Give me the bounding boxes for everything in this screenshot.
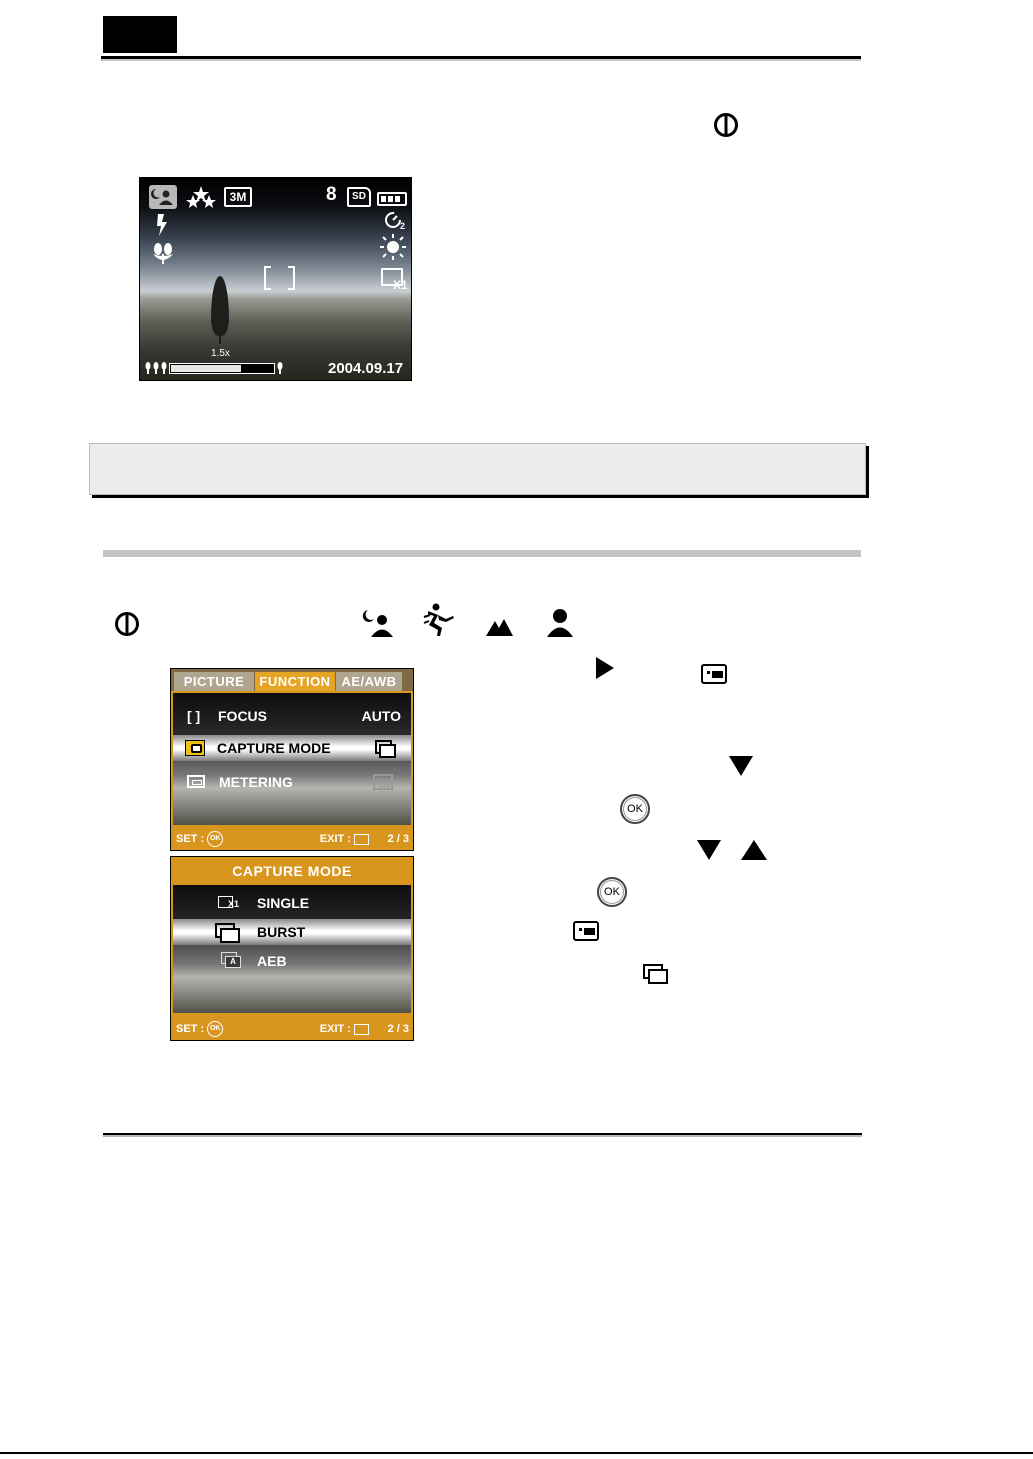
page-indicator: 2 / 3 [387,833,409,845]
tab-function[interactable]: FUNCTION [255,672,335,691]
option-burst[interactable] [173,919,411,945]
date-stamp: 2004.09.17 [328,360,404,377]
ok-button-icon: OK [597,877,627,907]
zoom-label: 1.5x [211,348,230,359]
menu-button-icon [573,921,599,941]
zoom-wide-tree-icon [276,361,284,375]
quality-stars-icon [186,185,216,211]
tab-picture[interactable]: PICTURE [174,672,254,691]
page-indicator: 2 / 3 [387,1023,409,1035]
down-arrow-icon [696,839,722,861]
set-label: SET : OK [176,828,223,850]
night-portrait-mode-icon [149,185,177,209]
burst-icon [215,923,241,941]
set-label: SET : OK [176,1018,223,1040]
shots-remaining: 8 [326,184,337,205]
menu-row-label: METERING [219,774,293,790]
night-portrait-icon [362,608,394,638]
ok-button-icon: OK [620,794,650,824]
zoom-tele-trees-icon [144,361,168,375]
flash-icon [156,214,168,236]
focus-brackets-icon: [ ] [187,708,201,724]
ok-small-icon: OK [207,831,223,847]
capture-mode-camera-icon [185,740,205,756]
focus-bracket-right [288,266,295,290]
menu-button-icon [701,664,727,684]
ok-small-icon: OK [207,1021,223,1037]
resolution-badge: 3M [224,187,252,207]
aeb-icon: A [221,952,245,970]
option-single[interactable] [173,890,411,916]
menu-small-icon [354,834,369,845]
right-arrow-icon [595,656,615,680]
portrait-mode-icon [546,608,574,638]
zoom-bar [169,363,275,374]
menu-footer [171,1018,413,1040]
option-label: SINGLE [257,895,310,911]
tree-trunk [219,328,221,344]
power-icon [713,112,739,138]
power-icon [114,611,140,637]
down-arrow-icon [728,755,754,777]
menu-row-value: AUTO [361,708,401,724]
menu-small-icon [354,1024,369,1035]
up-arrow-icon [740,839,768,861]
capture-mode-body [173,885,411,1013]
subsection-rule [103,550,861,557]
landscape-mountain-icon [486,617,514,637]
menu-row-metering[interactable] [173,769,411,795]
focus-bracket-left [264,266,271,290]
exit-label: EXIT : [320,1018,369,1040]
capture-mode-x1: X1 [393,278,408,292]
header-rule [101,56,861,59]
burst-icon [375,740,395,756]
menu-row-focus[interactable] [173,703,411,729]
capture-mode-title: CAPTURE MODE [232,863,352,879]
function-menu-screen [170,668,414,851]
self-timer-seconds: 2 [400,221,406,231]
tree-silhouette [211,276,229,336]
section-end-rule [103,1133,862,1135]
sports-mode-icon [422,603,456,637]
camera-preview-screen [139,177,412,381]
macro-flower-icon [151,242,175,264]
tab-ae-awb[interactable]: AE/AWB [336,672,402,691]
menu-tab-bar [171,669,413,691]
menu-footer [171,828,413,850]
header-tab-block [103,16,177,53]
option-label: AEB [257,953,287,969]
menu-row-label: CAPTURE MODE [217,740,331,756]
option-aeb[interactable] [173,948,411,974]
metering-icon [187,775,205,788]
sd-card-badge: SD [347,187,371,207]
capture-mode-screen [170,856,414,1041]
section-heading-box [89,443,866,495]
burst-icon [643,964,669,984]
menu-row-label: FOCUS [218,708,267,724]
menu-row-capture-mode[interactable] [173,735,411,761]
exit-label: EXIT : [320,828,369,850]
single-icon-sub: X1 [228,899,240,909]
daylight-wb-icon [379,233,407,261]
battery-icon [377,192,407,206]
option-label: BURST [257,924,306,940]
page-footer-rule [0,1452,1033,1454]
metering-value-icon [373,774,393,790]
function-menu-body [173,693,411,825]
